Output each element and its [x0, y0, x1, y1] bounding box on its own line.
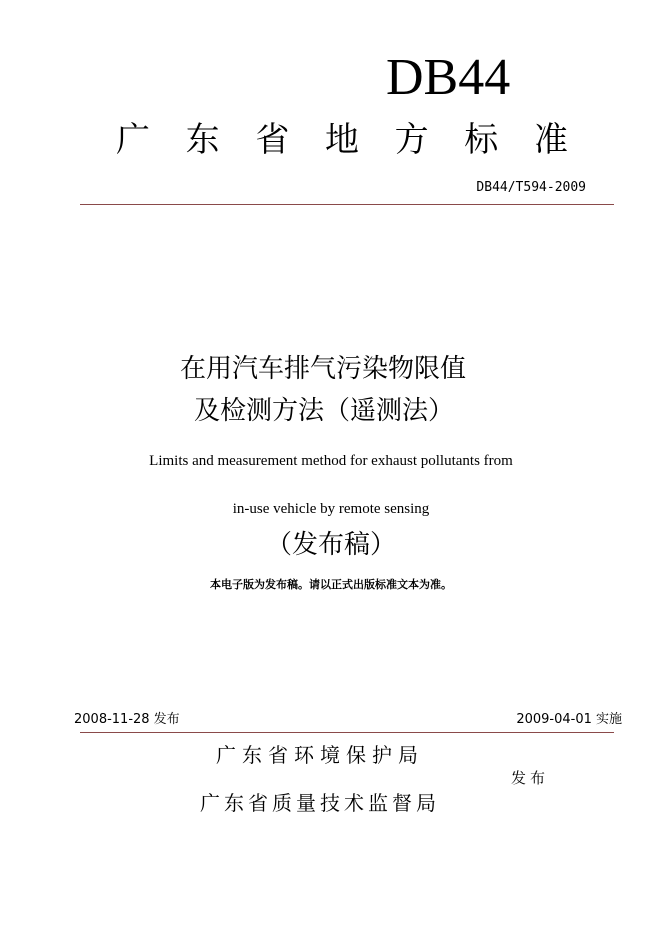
top-divider — [80, 204, 614, 205]
draft-label: （发布稿） — [265, 530, 396, 560]
issue-date: 2008-11-28 发布 — [74, 712, 180, 727]
bottom-divider — [80, 732, 614, 733]
implementation-date: 2009-04-01 实施 — [516, 712, 622, 727]
category-char: 准 — [533, 120, 568, 160]
category-char: 地 — [324, 120, 359, 160]
category-char: 标 — [464, 120, 499, 160]
publish-label: 发布 — [511, 769, 550, 787]
issuer-quality-bureau: 广东省质量技术监督局 — [200, 791, 440, 815]
category-char: 方 — [394, 120, 429, 160]
title-line-2: 及检测方法（遥测法） — [194, 396, 455, 426]
category-char: 东 — [185, 120, 220, 160]
edition-note: 本电子版为发布稿。请以正式出版标准文本为准。 — [210, 578, 452, 591]
standard-number: DB44/T594-2009 — [476, 180, 586, 195]
issuer-environmental-bureau: 广东省环境保护局 — [216, 743, 424, 767]
english-title-line-1: Limits and measurement method for exhaust pollutants from — [149, 453, 513, 469]
english-title-line-2: in-use vehicle by remote sensing — [232, 501, 430, 517]
category-char: 省 — [255, 120, 290, 160]
category-char: 广 — [116, 120, 150, 160]
title-line-1: 在用汽车排气污染物限值 — [180, 354, 467, 384]
db-code: DB44 — [386, 49, 511, 106]
standard-category-title — [116, 120, 568, 160]
